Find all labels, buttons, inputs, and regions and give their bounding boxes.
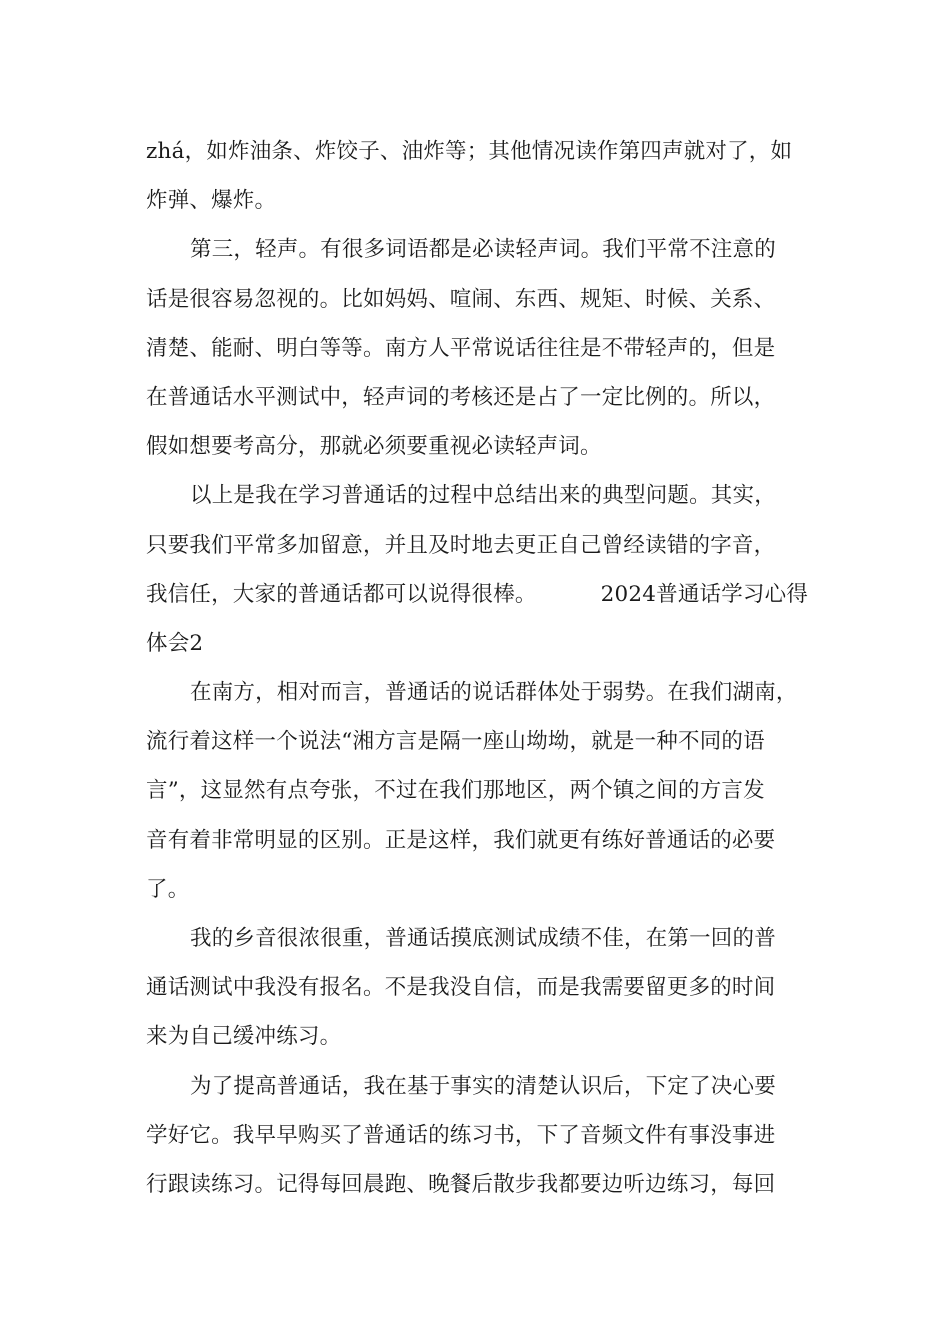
text-line: 假如想要考高分，那就必须要重视必读轻声词。 (146, 434, 602, 460)
text-line: 流行着这样一个说法“湘方言是隔一座山坳坳，就是一种不同的语 (146, 729, 765, 755)
text-line: 以上是我在学习普通话的过程中总结出来的典型问题。其实， (190, 483, 776, 509)
text-line: 了。 (146, 876, 190, 902)
body-text (146, 127, 836, 1209)
text-line: zhá，如炸油条、炸饺子、油炸等；其他情况读作第四声就对了，如 (146, 139, 793, 164)
text-line: 清楚、能耐、明白等等。南方人平常说话往往是不带轻声的，但是 (146, 335, 776, 361)
text-line (146, 570, 836, 619)
text-line: 话是很容易忽视的。比如妈妈、喧闹、东西、规矩、时候、关系、 (146, 286, 776, 312)
section-heading-continuation: 体会2 (146, 630, 204, 656)
text-line: 炸弹、爆炸。 (146, 188, 277, 214)
text-line: 只要我们平常多加留意，并且及时地去更正自己曾经读错的字音， (146, 532, 776, 558)
text-line: 在普通话水平测试中，轻声词的考核还是占了一定比例的。所以， (146, 384, 776, 410)
text-line-main: 我信任，大家的普通话都可以说得很棒。 (146, 581, 537, 607)
text-line: 我的乡音很浓很重，普通话摸底测试成绩不佳，在第一回的普 (190, 926, 776, 951)
text-line: 为了提高普通话，我在基于事实的清楚认识后，下定了决心要 (190, 1073, 776, 1099)
text-line: 音有着非常明显的区别。正是这样，我们就更有练好普通话的必要 (146, 827, 776, 853)
text-line: 在南方，相对而言，普通话的说话群体处于弱势。在我们湖南， (190, 680, 798, 706)
text-line: 言”，这显然有点夸张，不过在我们那地区，两个镇之间的方言发 (146, 778, 765, 804)
text-line: 学好它。我早早购买了普通话的练习书，下了音频文件有事没事进 (146, 1122, 776, 1148)
text-line: 来为自己缓冲练习。 (146, 1024, 342, 1050)
text-line: 第三，轻声。有很多词语都是必读轻声词。我们平常不注意的 (190, 237, 776, 263)
text-line: 行跟读练习。记得每回晨跑、晚餐后散步我都要边听边练习，每回 (146, 1171, 776, 1197)
section-heading: 2024普通话学习心得 (600, 581, 809, 607)
text-line: 通话测试中我没有报名。不是我没自信，而是我需要留更多的时间 (146, 975, 776, 1001)
